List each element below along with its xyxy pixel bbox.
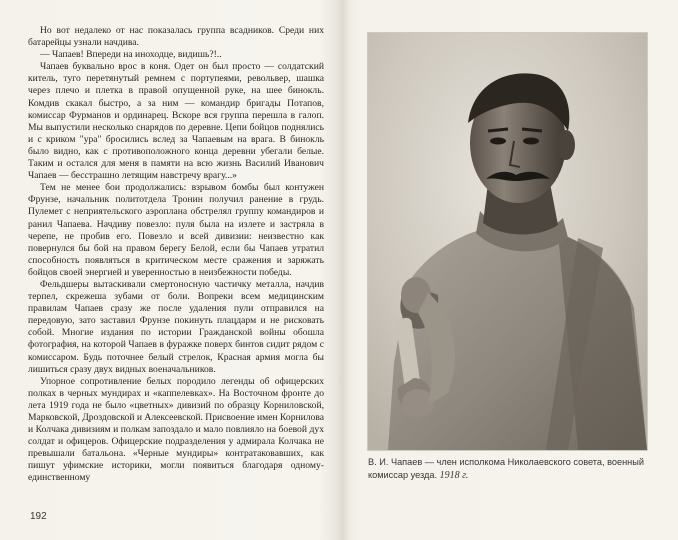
portrait-photo — [368, 33, 647, 450]
paragraph-6: Упорное сопротивление белых породило легенды об офицерских полках в черных мундирах и «каппелевках». На Восточном фронте до лета 1919 года не было «цветных» дивизий по образцу Корниловской, Марковской, Дроздовской и Алексеевской. Присвоение имен Корнилова и Колчака дивизиям и полкам запоздало и мало повлияло на боевой дух солдат и офицеров. Офицерские подразделения у адмирала Колчака не превышали батальона. «Черные мундиры» контратаковавших, как пишут уфимские историки, могли появиться благодаря одному-единственному — [28, 375, 325, 484]
paragraph-4: Тем не менее бои продолжались: взрывом бомбы был контужен Фрунзе, начальник политотдела Тронин получил ранение в грудь. Пулемет с неприятельского аэроплана обстрелял группу командиров и ранил Чапаева. Начдиву повезло: пуля была на излете и застряла в черепе, не пробив его. Повезло и всей дивизии: неизвестно как повернулся бы бой на правом берегу Белой, если бы Чапаев утратил способность появляться в критическом месте сражения и заряжать бойцов своей энергией и уверенностью в неизбежности победы. — [28, 182, 324, 278]
left-page-text — [28, 25, 324, 485]
portrait-illustration — [368, 33, 647, 450]
page-number: 192 — [30, 511, 47, 522]
book-gutter — [336, 0, 350, 540]
paragraph-3: Чапаев буквально врос в коня. Одет он был просто — солдатский китель, туго перетянутый ремнем с портупеями, револьвер, шашка через плечо и плетка в правой опущенной руке, на шее бинокль. Комдив скакал быстро, а за ним — командир бригады Потапов, комиссар Фурманов и ординарец. Вскоре вся группа перешла в галоп. Мы выпустили несколько снарядов по деревне. Цепи бойцов поднялись и с криком "ура" бросились вслед за Чапаевым на врага. В бинокль было видно, как с противоположного конца деревни убегали белые. Таким и остался для меня в памяти на всю жизнь Василий Иванович Чапаев — бесстрашно летящим навстречу врагу...» — [28, 61, 324, 182]
caption-year: 1918 г. — [439, 470, 469, 481]
paragraph-2: — Чапаев! Впереди на иноходце, видишь?!.. — [40, 49, 222, 61]
paragraph-5: Фельдшеры вытаскивали смертоносную частичку металла, начдив терпел, скрежеша зубами от боли. Вопреки всем медицинским правилам Чапаев сразу же после удаления пули отправился на передовую, зато заставил Фрунзе покинуть плацдарм и не рисковать собой. Многие издания по истории Гражданской войны обошла фотография, на которой Чапаев в фуражке поверх бинтов сидит рядом с комиссаром. Будь поточнее белый стрелок, Красная армия могла бы лишиться сразу двух видных военачальников. — [28, 278, 324, 375]
photo-caption — [368, 456, 648, 482]
paragraph-1: Но вот недалеко от нас показалась группа всадников. Среди них батарейцы узнали начдива. — [28, 25, 324, 49]
caption-text: В. И. Чапаев — член исполкома Николаевского совета, военный комиссар уезда. — [368, 457, 644, 480]
